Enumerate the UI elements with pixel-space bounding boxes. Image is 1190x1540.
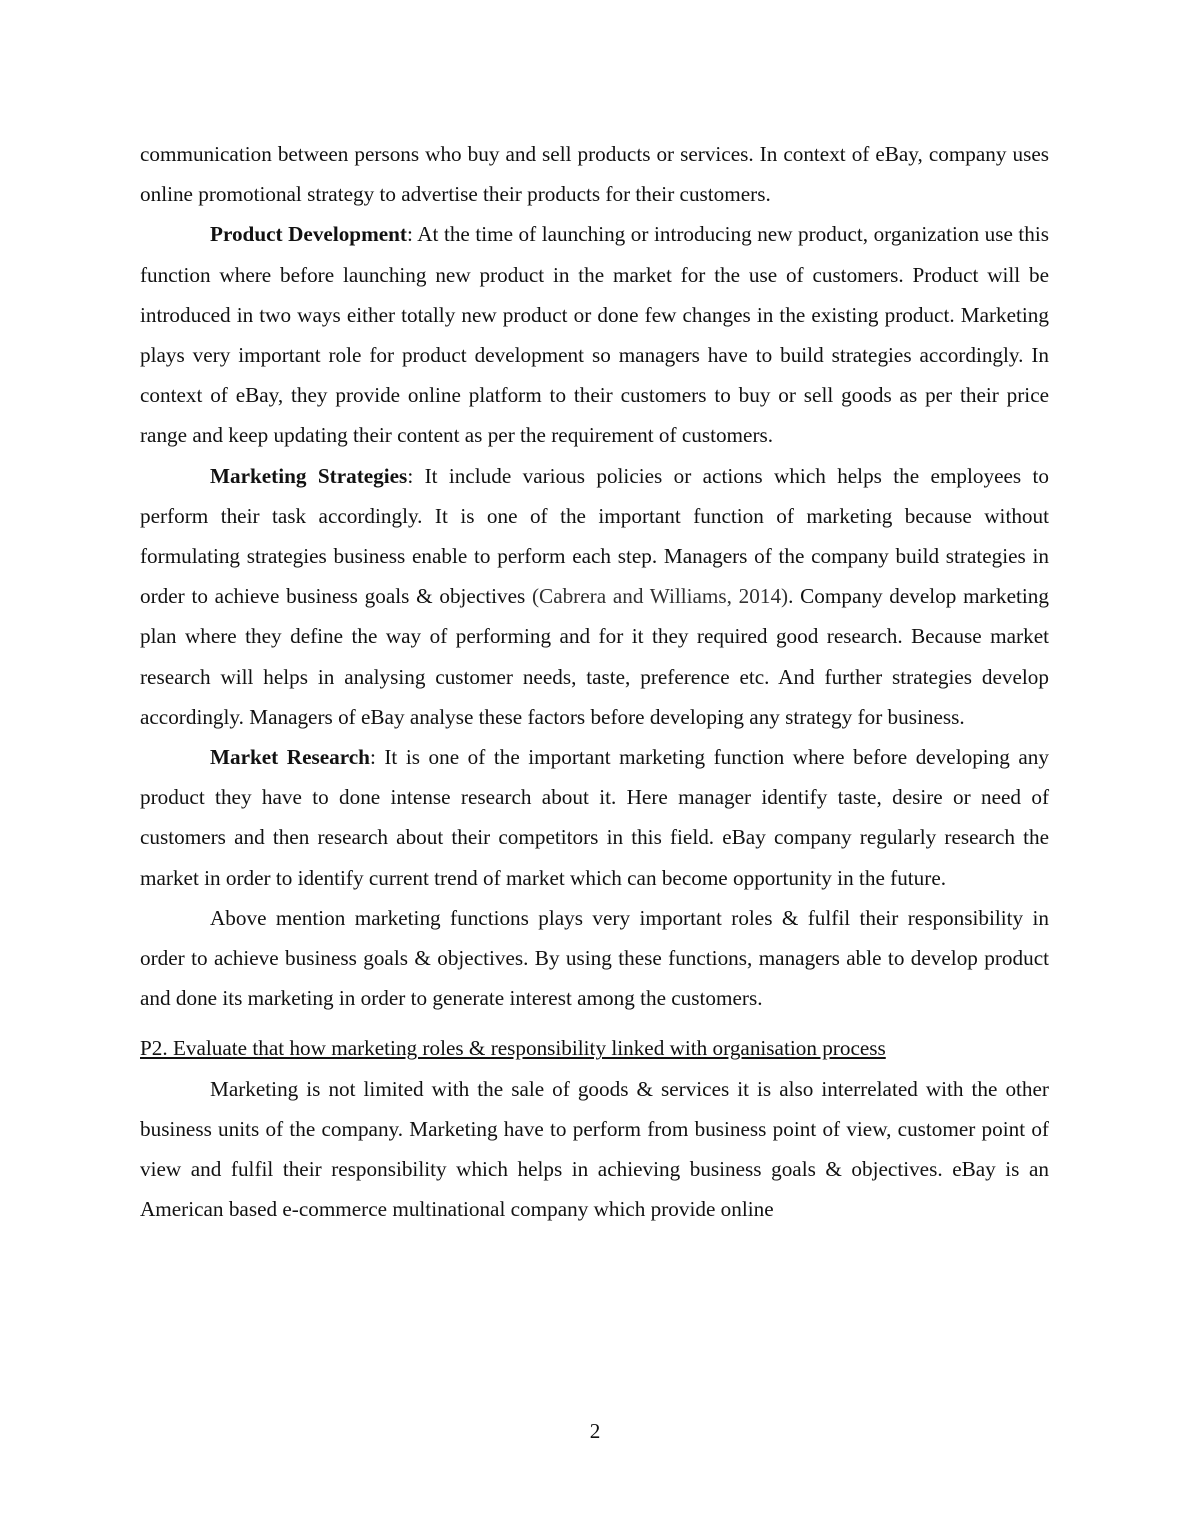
document-body [140, 134, 1049, 1229]
paragraph-continuation [140, 134, 1049, 214]
paragraph-text: : At the time of launching or introducing new product, organization use this function where before launching new product in the market for the use of customers. Product will be introduced in two ways either totally new product or done few changes in the existing product. Marketing plays very important role for product development so managers have to build strategies accordingly. In context of eBay, they provide online platform to their customers to buy or sell goods as per their price range and keep updating their content as per the requirement of customers. [140, 222, 1049, 448]
term-product-development: Product Development [210, 222, 407, 247]
paragraph-marketing-interrelation [140, 1069, 1049, 1230]
paragraph-summary [140, 898, 1049, 1019]
paragraph-market-research [140, 737, 1049, 898]
section-heading: P2. Evaluate that how marketing roles & responsibility linked with organisation process [140, 1036, 886, 1061]
term-market-research: Market Research [210, 745, 370, 770]
paragraph-text: . Company develop marketing plan where they define the way of performing and for it they required good research. Because market research will helps in analysing customer needs, taste, preference etc. And further strategies develop accordingly. Managers of eBay analyse these factors before developing any strategy for business. [140, 584, 1049, 729]
paragraph-text: : It include various policies or actions which helps the employees to perform their task accordingly. It is one of the important function of marketing because without formulating strategies business enable to perform each step. Managers of the company build strategies in order to achieve business goals & objectives [140, 463, 1049, 609]
term-marketing-strategies: Marketing Strategies [210, 463, 408, 488]
paragraph-marketing-strategies [140, 456, 1049, 737]
page-number: 2 [589, 1419, 601, 1443]
paragraph-text: Marketing is not limited with the sale of goods & services it is also interrelated with the other business units of the company. Marketing have to perform from business point of view, customer point of view and fulfil their responsibility which helps in achieving business goals & objectives. eBay is an American based e-commerce multinational company which provide online [140, 1076, 1049, 1222]
paragraph-text: : It is one of the important marketing function where before developing any product they have to done intense research about it. Here manager identify taste, desire or need of customers and then research about their competitors in this field. eBay company regularly research the market in order to identify current trend of market which can become opportunity in the future. [140, 745, 1049, 890]
paragraph-text: Above mention marketing functions plays very important roles & fulfil their responsibility in order to achieve business goals & objectives. By using these functions, managers able to develop product and done its marketing in order to generate interest among the customers. [140, 905, 1049, 1011]
paragraph-product-development [140, 214, 1049, 455]
paragraph-text: communication between persons who buy and sell products or services. In context of eBay, company uses online promotional strategy to advertise their products for their customers. [140, 142, 1049, 207]
citation: (Cabrera and Williams, 2014) [532, 584, 789, 609]
